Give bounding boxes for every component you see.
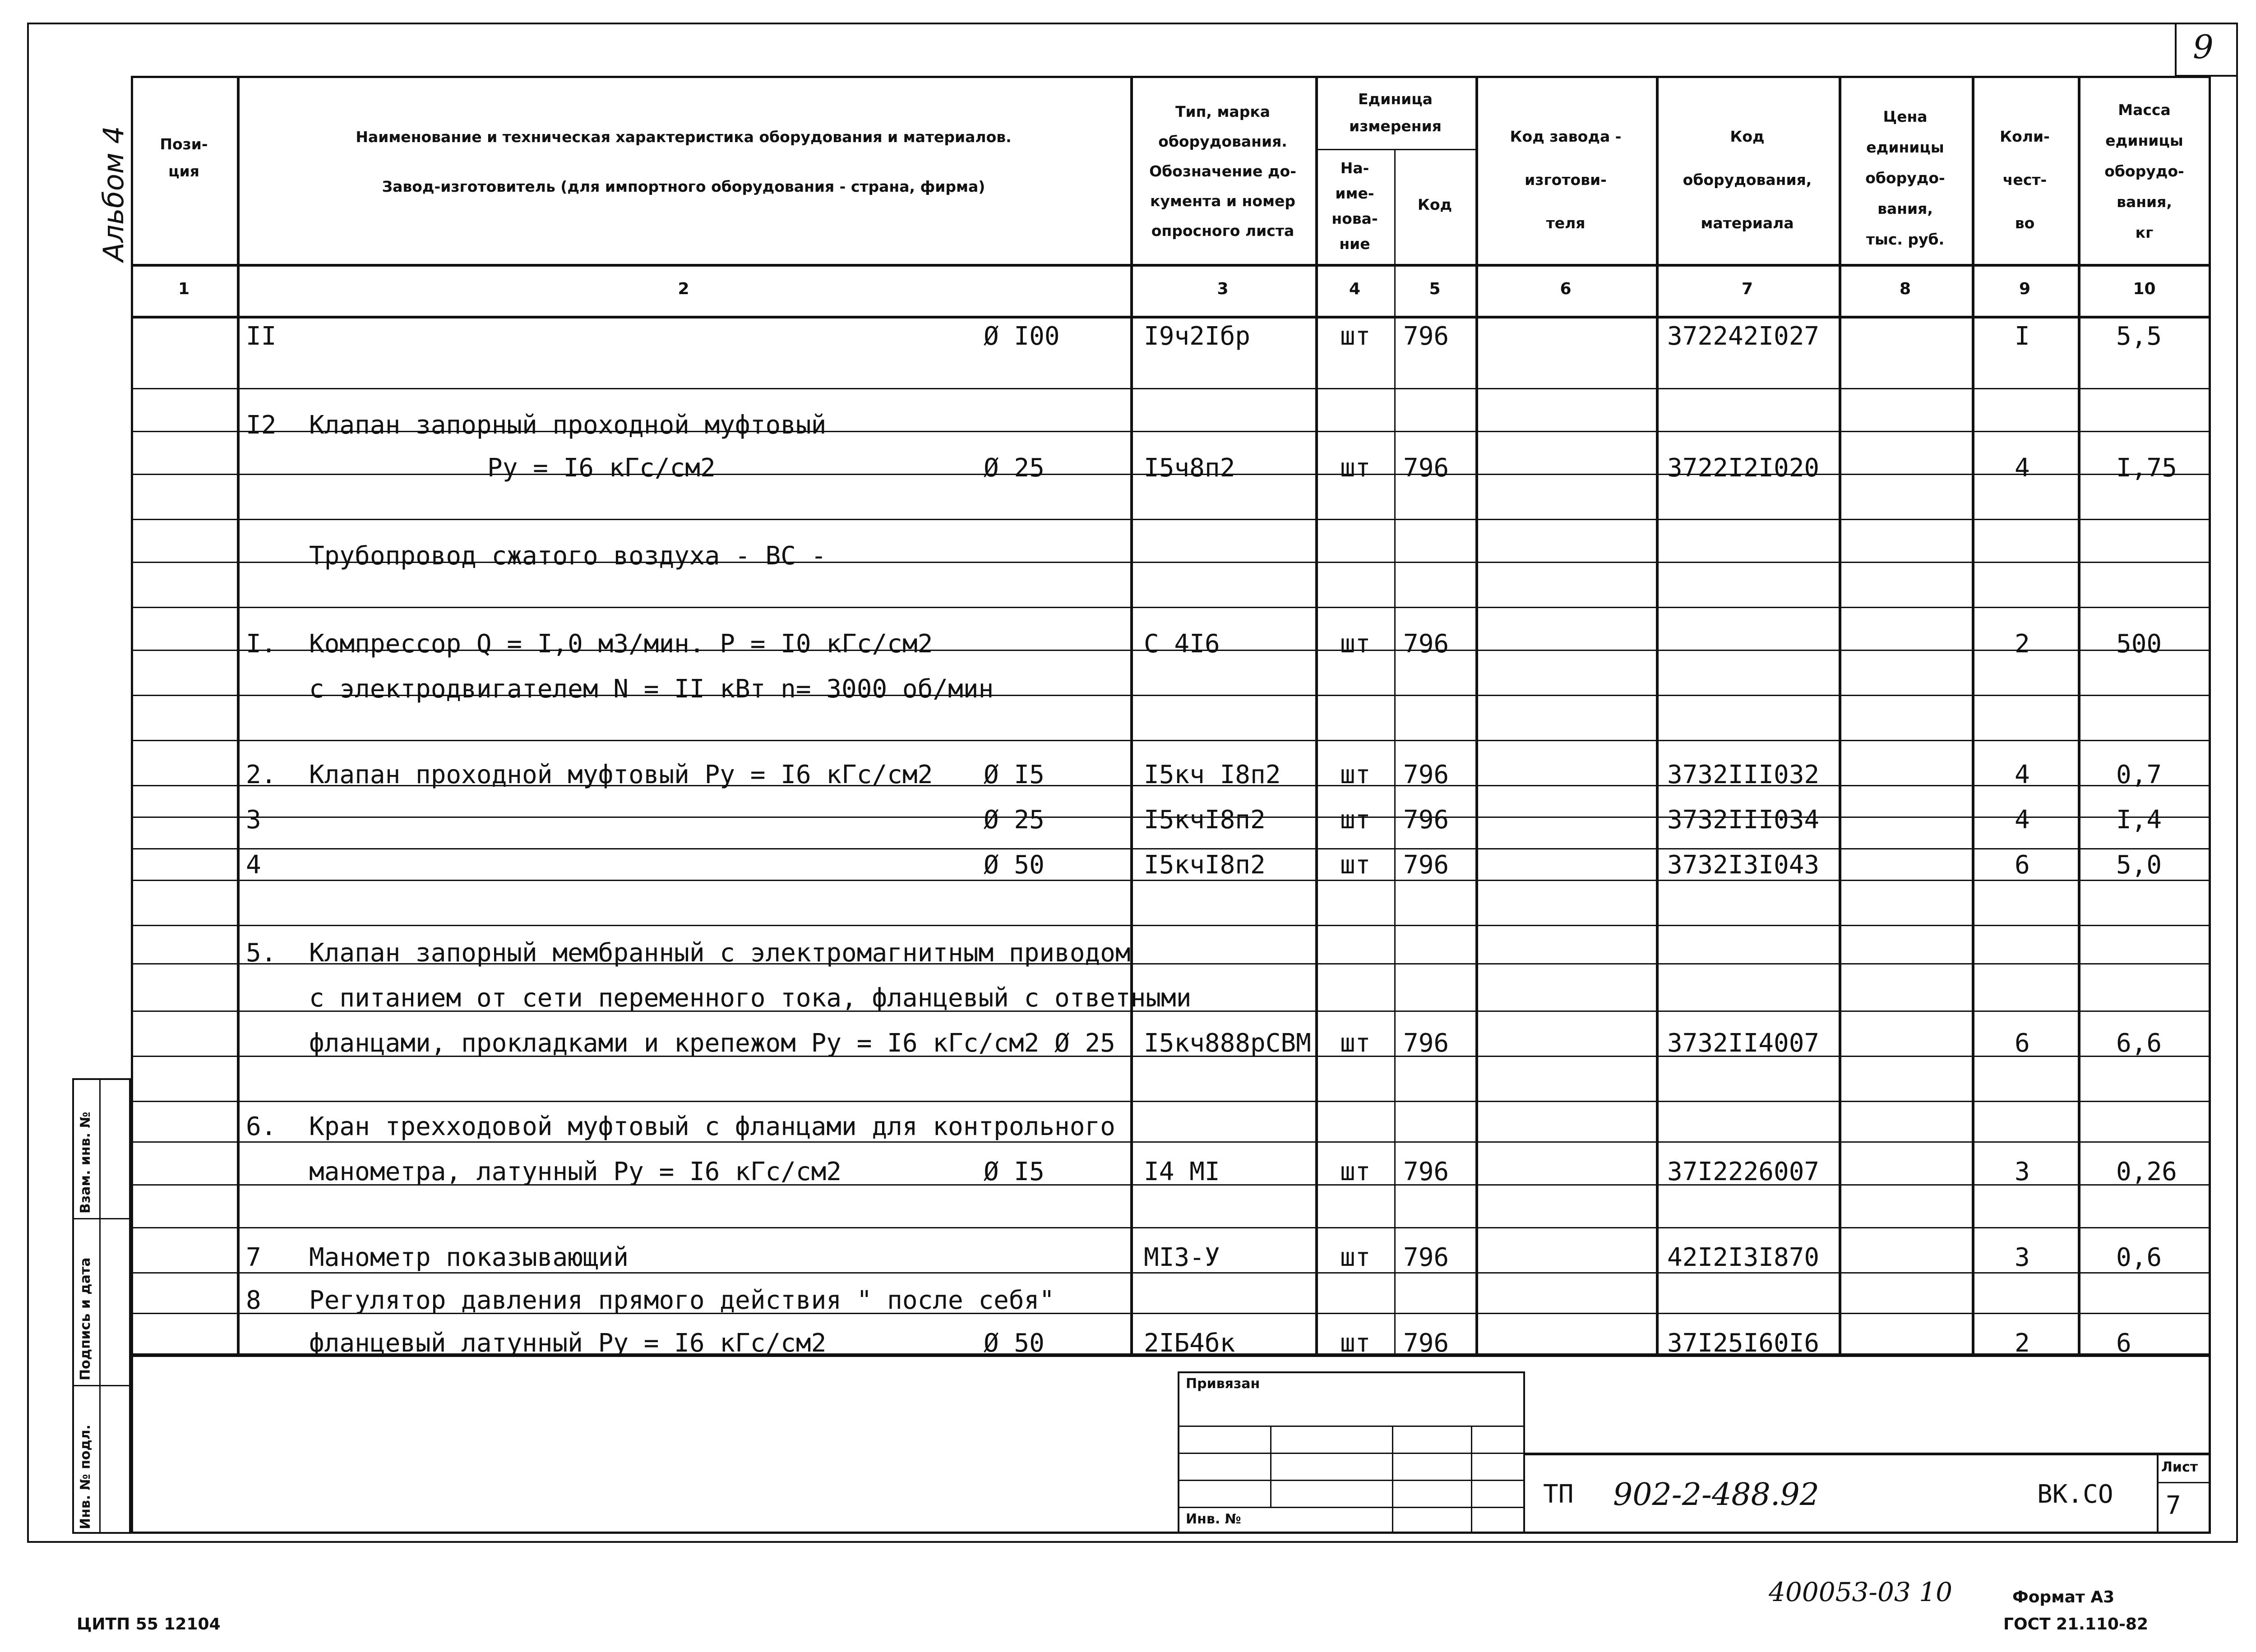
cell-mass: I,4: [2116, 805, 2162, 835]
cell-unit: шт: [1340, 322, 1371, 351]
cell-mass: I,75: [2116, 453, 2177, 483]
column-number: 7: [1741, 280, 1753, 298]
inv-no-label: Инв. №: [1186, 1511, 1241, 1527]
cell-qty: 3: [2015, 1157, 2030, 1186]
header-name-line1: Наименование и техническая характеристика оборудования и материалов.: [356, 128, 1012, 146]
cell-code: 796: [1403, 1329, 1449, 1358]
cell-pos: 8: [246, 1286, 261, 1315]
cell-name: Клапан проходной муфтовый Ру = I6 кГс/см2: [309, 760, 933, 789]
cell-qty: 4: [2015, 805, 2030, 835]
cell-pos: II: [246, 322, 277, 351]
cell-equip: 372242I027: [1667, 322, 1820, 351]
cell-type: I5кчI8п2: [1144, 805, 1266, 835]
cell-dia: Ø 25: [984, 805, 1045, 835]
cell-dia: Ø 50: [984, 1329, 1045, 1358]
cell-unit: шт: [1340, 1157, 1371, 1186]
cell-pos: 7: [246, 1243, 261, 1272]
cell-qty: 4: [2015, 453, 2030, 483]
cell-code: 796: [1403, 1243, 1449, 1272]
column-number: 5: [1429, 280, 1441, 298]
cell-code: 796: [1403, 322, 1449, 351]
column-number: 2: [678, 280, 689, 298]
cell-name: с питанием от сети переменного тока, фланцевый с ответными: [309, 983, 1192, 1013]
header-name-line2: Завод-изготовитель (для импортного оборудования - страна, фирма): [382, 178, 985, 195]
cell-name: Кран трехходовой муфтовый с фланцами для контрольного: [309, 1112, 1115, 1141]
column-number: 9: [2019, 280, 2031, 298]
cell-type: С 4I6: [1144, 629, 1220, 659]
cell-mass: 5,5: [2116, 322, 2162, 351]
cell-unit: шт: [1340, 453, 1371, 483]
cell-name: Ру = I6 кГс/см2: [487, 453, 716, 483]
cell-equip: 3732II4007: [1667, 1029, 1820, 1058]
column-number: 8: [1899, 280, 1911, 298]
cell-code: 796: [1403, 1029, 1449, 1058]
cell-mass: 6: [2116, 1329, 2131, 1358]
cell-unit: шт: [1340, 805, 1371, 835]
cell-pos: 5.: [246, 938, 277, 968]
cell-qty: 4: [2015, 760, 2030, 789]
cell-name: фланцевый латунный Ру = I6 кГс/см2: [309, 1329, 827, 1358]
cell-code: 796: [1403, 453, 1449, 483]
cell-name: Клапан запорный мембранный с электромагнитным приводом: [309, 938, 1131, 968]
header-unit-group: Единица измерения: [1349, 90, 1442, 135]
cell-mass: 5,0: [2116, 850, 2162, 880]
cell-qty: I: [2015, 322, 2030, 351]
tp-label: ТП: [1543, 1480, 1574, 1509]
album-label: Альбом 4: [97, 126, 130, 262]
cell-type: 2IБ4бк: [1144, 1329, 1235, 1358]
header-equip-code: Код оборудования, материала: [1683, 128, 1812, 232]
gost-label: ГОСТ 21.110-82: [2003, 1615, 2149, 1634]
stamp-vzam: Взам. инв. №: [78, 1112, 93, 1214]
cell-qty: 2: [2015, 629, 2030, 659]
cell-unit: шт: [1340, 850, 1371, 880]
cell-pos: 2.: [246, 760, 277, 789]
header-price: Цена единицы оборудо- вания, тыс. руб.: [1865, 108, 1945, 248]
cell-name: Трубопровод сжатого воздуха - ВС -: [309, 541, 827, 571]
column-number: 3: [1217, 280, 1229, 298]
cell-qty: 6: [2015, 1029, 2030, 1058]
page-number: 9: [2193, 28, 2214, 66]
cell-dia: Ø 50: [984, 850, 1045, 880]
cell-pos: 3: [246, 805, 261, 835]
format-label: Формат А3: [2012, 1588, 2115, 1606]
cell-dia: Ø I00: [984, 322, 1060, 351]
header-unit-code: Код: [1417, 196, 1452, 213]
cell-pos: 6.: [246, 1112, 277, 1141]
column-number: 6: [1560, 280, 1572, 298]
cell-pos: I.: [246, 629, 277, 659]
cell-code: 796: [1403, 850, 1449, 880]
cell-equip: 37I2226007: [1667, 1157, 1820, 1186]
header-position: Пози- ция: [160, 135, 208, 180]
footer-left: ЦИТП 55 12104: [77, 1615, 221, 1634]
cell-pos: I2: [246, 411, 277, 440]
cell-code: 796: [1403, 1157, 1449, 1186]
binding-label: Привязан: [1186, 1376, 1260, 1392]
cell-pos: 4: [246, 850, 261, 880]
cell-qty: 3: [2015, 1243, 2030, 1272]
cell-code: 796: [1403, 805, 1449, 835]
column-number: 1: [178, 280, 190, 298]
archive-number: 400053-03 10: [1769, 1577, 1953, 1607]
sheet-number: 7: [2166, 1491, 2181, 1520]
cell-unit: шт: [1340, 629, 1371, 659]
cell-equip: 3732I3I043: [1667, 850, 1820, 880]
cell-equip: 3732III034: [1667, 805, 1820, 835]
cell-unit: шт: [1340, 1029, 1371, 1058]
cell-code: 796: [1403, 629, 1449, 659]
header-plant-code: Код завода - изготови- теля: [1510, 128, 1622, 232]
cell-name: Клапан запорный проходной муфтовый: [309, 411, 827, 440]
column-number: 4: [1349, 280, 1361, 298]
cell-qty: 2: [2015, 1329, 2030, 1358]
cell-equip: 3732III032: [1667, 760, 1820, 789]
header-mass: Масса единицы оборудо- вания, кг: [2104, 101, 2184, 241]
cell-unit: шт: [1340, 1243, 1371, 1272]
header-unit-name: На- име- нова- ние: [1331, 159, 1378, 253]
cell-equip: 3722I2I020: [1667, 453, 1820, 483]
section-code: ВК.СО: [2037, 1480, 2113, 1509]
cell-unit: шт: [1340, 1329, 1371, 1358]
stamp-inv: Инв. № подл.: [78, 1424, 93, 1529]
header-qty: Коли- чест- во: [2000, 128, 2050, 232]
cell-name: с электродвигателем N = II кВт n= 3000 об/мин: [309, 674, 994, 704]
cell-type: I5ч8п2: [1144, 453, 1235, 483]
cell-name: Компрессор Q = I,0 м3/мин. Р = I0 кГс/см2: [309, 629, 933, 659]
stamp-podpis: Подпись и дата: [78, 1257, 93, 1380]
cell-name: манометра, латунный Ру = I6 кГс/см2: [309, 1157, 842, 1186]
cell-type: I9ч2Iбр: [1144, 322, 1251, 351]
cell-type: МI3-У: [1144, 1243, 1220, 1272]
cell-unit: шт: [1340, 760, 1371, 789]
cell-mass: 6,6: [2116, 1029, 2162, 1058]
cell-dia: Ø 25: [984, 453, 1045, 483]
cell-dia: Ø I5: [984, 760, 1045, 789]
cell-mass: 0,6: [2116, 1243, 2162, 1272]
cell-name: фланцами, прокладками и крепежом Ру = I6 кГс/см2 Ø 25: [309, 1029, 1115, 1058]
column-number: 10: [2133, 280, 2156, 298]
cell-dia: Ø I5: [984, 1157, 1045, 1186]
sheet-label: Лист: [2161, 1459, 2198, 1475]
cell-code: 796: [1403, 760, 1449, 789]
cell-name: Манометр показывающий: [309, 1243, 629, 1272]
cell-equip: 42I2I3I870: [1667, 1243, 1820, 1272]
cell-mass: 500: [2116, 629, 2162, 659]
cell-qty: 6: [2015, 850, 2030, 880]
cell-type: I4 МI: [1144, 1157, 1220, 1186]
cell-name: Регулятор давления прямого действия " после себя": [309, 1286, 1055, 1315]
cell-mass: 0,26: [2116, 1157, 2177, 1186]
doc-number: 902-2-488.92: [1613, 1477, 1819, 1513]
header-type: Тип, марка оборудования. Обозначение до- кумента и номер опросного листа: [1149, 103, 1296, 240]
cell-mass: 0,7: [2116, 760, 2162, 789]
cell-equip: 37I25I60I6: [1667, 1329, 1820, 1358]
cell-type: I5кч I8п2: [1144, 760, 1281, 789]
cell-type: I5кч888рСВМ: [1144, 1029, 1311, 1058]
cell-type: I5кчI8п2: [1144, 850, 1266, 880]
